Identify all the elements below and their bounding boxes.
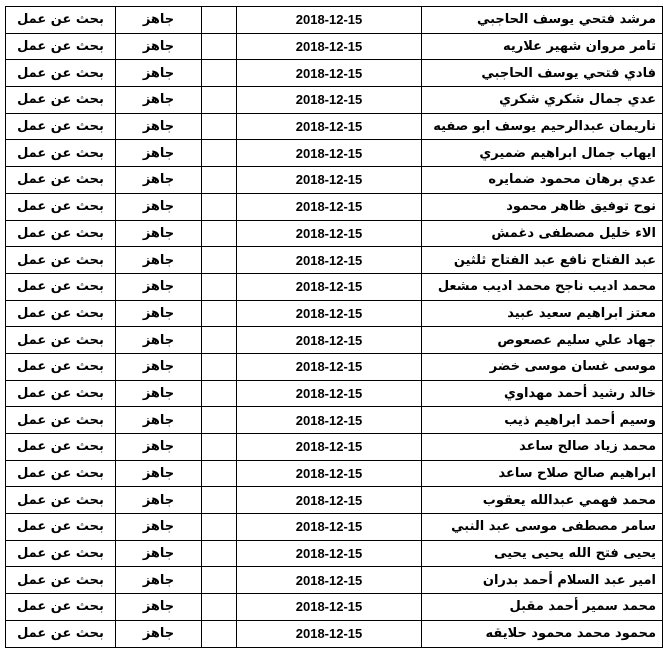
applicant-name-cell: محمد زياد صالح ساعد	[422, 434, 663, 461]
request-type-cell: بحث عن عمل	[6, 220, 116, 247]
request-type-cell: بحث عن عمل	[6, 487, 116, 514]
status-cell: جاهز	[116, 487, 202, 514]
applicant-name-cell: وسيم أحمد ابراهيم ذيب	[422, 407, 663, 434]
request-type-cell: بحث عن عمل	[6, 434, 116, 461]
date-cell: 2018-12-15	[237, 140, 422, 167]
empty-cell	[202, 460, 237, 487]
date-cell: 2018-12-15	[237, 487, 422, 514]
date-cell: 2018-12-15	[237, 460, 422, 487]
empty-cell	[202, 327, 237, 354]
empty-cell	[202, 247, 237, 274]
applicant-name-cell: موسى غسان موسى خضر	[422, 353, 663, 380]
date-cell: 2018-12-15	[237, 33, 422, 60]
table-row	[6, 220, 663, 247]
status-cell: جاهز	[116, 33, 202, 60]
empty-cell	[202, 220, 237, 247]
empty-cell	[202, 7, 237, 34]
date-cell: 2018-12-15	[237, 514, 422, 541]
table-row	[6, 33, 663, 60]
date-cell: 2018-12-15	[237, 620, 422, 647]
applicant-name-cell: امير عبد السلام أحمد بدران	[422, 567, 663, 594]
table-row	[6, 167, 663, 194]
table-row	[6, 567, 663, 594]
date-cell: 2018-12-15	[237, 247, 422, 274]
table-row	[6, 193, 663, 220]
empty-cell	[202, 167, 237, 194]
applicant-name-cell: محمد اديب ناجح محمد اديب مشعل	[422, 273, 663, 300]
table-row	[6, 594, 663, 621]
date-cell: 2018-12-15	[237, 220, 422, 247]
status-cell: جاهز	[116, 460, 202, 487]
status-cell: جاهز	[116, 247, 202, 274]
table-row	[6, 247, 663, 274]
status-cell: جاهز	[116, 540, 202, 567]
request-type-cell: بحث عن عمل	[6, 460, 116, 487]
request-type-cell: بحث عن عمل	[6, 193, 116, 220]
empty-cell	[202, 193, 237, 220]
empty-cell	[202, 487, 237, 514]
document-page	[5, 6, 656, 648]
request-type-cell: بحث عن عمل	[6, 620, 116, 647]
request-type-cell: بحث عن عمل	[6, 273, 116, 300]
status-cell: جاهز	[116, 300, 202, 327]
status-cell: جاهز	[116, 167, 202, 194]
status-cell: جاهز	[116, 514, 202, 541]
date-cell: 2018-12-15	[237, 273, 422, 300]
applicant-name-cell: محمد سمير أحمد مقبل	[422, 594, 663, 621]
empty-cell	[202, 87, 237, 114]
applicant-name-cell: نوح توفيق ظاهر محمود	[422, 193, 663, 220]
status-cell: جاهز	[116, 407, 202, 434]
date-cell: 2018-12-15	[237, 407, 422, 434]
applicant-name-cell: الاء خليل مصطفى دغمش	[422, 220, 663, 247]
status-cell: جاهز	[116, 220, 202, 247]
table-row	[6, 407, 663, 434]
request-type-cell: بحث عن عمل	[6, 380, 116, 407]
table-row	[6, 514, 663, 541]
status-cell: جاهز	[116, 87, 202, 114]
applicant-name-cell: سامر مصطفى موسى عبد النبي	[422, 514, 663, 541]
table-row	[6, 113, 663, 140]
status-cell: جاهز	[116, 60, 202, 87]
date-cell: 2018-12-15	[237, 113, 422, 140]
request-type-cell: بحث عن عمل	[6, 540, 116, 567]
status-cell: جاهز	[116, 353, 202, 380]
empty-cell	[202, 620, 237, 647]
empty-cell	[202, 33, 237, 60]
request-type-cell: بحث عن عمل	[6, 140, 116, 167]
applicant-name-cell: عدي برهان محمود ضمايره	[422, 167, 663, 194]
date-cell: 2018-12-15	[237, 434, 422, 461]
empty-cell	[202, 300, 237, 327]
request-type-cell: بحث عن عمل	[6, 33, 116, 60]
date-cell: 2018-12-15	[237, 594, 422, 621]
empty-cell	[202, 567, 237, 594]
table-row	[6, 87, 663, 114]
applicant-name-cell: يحيى فتح الله يحيى يحيى	[422, 540, 663, 567]
applicants-table	[5, 6, 663, 648]
applicant-name-cell: فادي فتحي يوسف الحاجبي	[422, 60, 663, 87]
empty-cell	[202, 353, 237, 380]
status-cell: جاهز	[116, 620, 202, 647]
applicant-name-cell: مرشد فتحي يوسف الحاجبي	[422, 7, 663, 34]
empty-cell	[202, 60, 237, 87]
empty-cell	[202, 140, 237, 167]
applicants-table-body	[6, 7, 663, 648]
table-row	[6, 434, 663, 461]
status-cell: جاهز	[116, 327, 202, 354]
table-row	[6, 140, 663, 167]
request-type-cell: بحث عن عمل	[6, 353, 116, 380]
table-row	[6, 487, 663, 514]
request-type-cell: بحث عن عمل	[6, 167, 116, 194]
applicant-name-cell: خالد رشيد أحمد مهداوي	[422, 380, 663, 407]
date-cell: 2018-12-15	[237, 567, 422, 594]
empty-cell	[202, 514, 237, 541]
request-type-cell: بحث عن عمل	[6, 594, 116, 621]
date-cell: 2018-12-15	[237, 300, 422, 327]
table-row	[6, 540, 663, 567]
date-cell: 2018-12-15	[237, 540, 422, 567]
status-cell: جاهز	[116, 193, 202, 220]
request-type-cell: بحث عن عمل	[6, 87, 116, 114]
date-cell: 2018-12-15	[237, 380, 422, 407]
request-type-cell: بحث عن عمل	[6, 7, 116, 34]
status-cell: جاهز	[116, 567, 202, 594]
applicant-name-cell: ابراهيم صالح صلاح ساعد	[422, 460, 663, 487]
date-cell: 2018-12-15	[237, 60, 422, 87]
table-row	[6, 273, 663, 300]
empty-cell	[202, 113, 237, 140]
request-type-cell: بحث عن عمل	[6, 407, 116, 434]
empty-cell	[202, 434, 237, 461]
request-type-cell: بحث عن عمل	[6, 247, 116, 274]
applicant-name-cell: جهاد علي سليم عصعوص	[422, 327, 663, 354]
applicant-name-cell: محمود محمد محمود حلايقه	[422, 620, 663, 647]
date-cell: 2018-12-15	[237, 167, 422, 194]
empty-cell	[202, 540, 237, 567]
empty-cell	[202, 407, 237, 434]
status-cell: جاهز	[116, 594, 202, 621]
table-row	[6, 7, 663, 34]
table-row	[6, 60, 663, 87]
table-row	[6, 380, 663, 407]
applicant-name-cell: معتز ابراهيم سعيد عبيد	[422, 300, 663, 327]
table-row	[6, 353, 663, 380]
applicant-name-cell: عدي جمال شكري شكري	[422, 87, 663, 114]
applicant-name-cell: ايهاب جمال ابراهيم ضميري	[422, 140, 663, 167]
request-type-cell: بحث عن عمل	[6, 514, 116, 541]
request-type-cell: بحث عن عمل	[6, 113, 116, 140]
applicant-name-cell: ناريمان عبدالرحيم يوسف ابو صفيه	[422, 113, 663, 140]
status-cell: جاهز	[116, 113, 202, 140]
applicant-name-cell: محمد فهمي عبدالله يعقوب	[422, 487, 663, 514]
table-row	[6, 327, 663, 354]
status-cell: جاهز	[116, 7, 202, 34]
status-cell: جاهز	[116, 273, 202, 300]
request-type-cell: بحث عن عمل	[6, 300, 116, 327]
empty-cell	[202, 273, 237, 300]
applicant-name-cell: تامر مروان شهير علاريه	[422, 33, 663, 60]
request-type-cell: بحث عن عمل	[6, 60, 116, 87]
date-cell: 2018-12-15	[237, 353, 422, 380]
date-cell: 2018-12-15	[237, 327, 422, 354]
request-type-cell: بحث عن عمل	[6, 567, 116, 594]
table-row	[6, 620, 663, 647]
table-row	[6, 460, 663, 487]
date-cell: 2018-12-15	[237, 7, 422, 34]
applicant-name-cell: عبد الفتاح نافع عبد الفتاح ثلثين	[422, 247, 663, 274]
status-cell: جاهز	[116, 140, 202, 167]
date-cell: 2018-12-15	[237, 87, 422, 114]
empty-cell	[202, 594, 237, 621]
request-type-cell: بحث عن عمل	[6, 327, 116, 354]
date-cell: 2018-12-15	[237, 193, 422, 220]
status-cell: جاهز	[116, 380, 202, 407]
table-row	[6, 300, 663, 327]
status-cell: جاهز	[116, 434, 202, 461]
empty-cell	[202, 380, 237, 407]
